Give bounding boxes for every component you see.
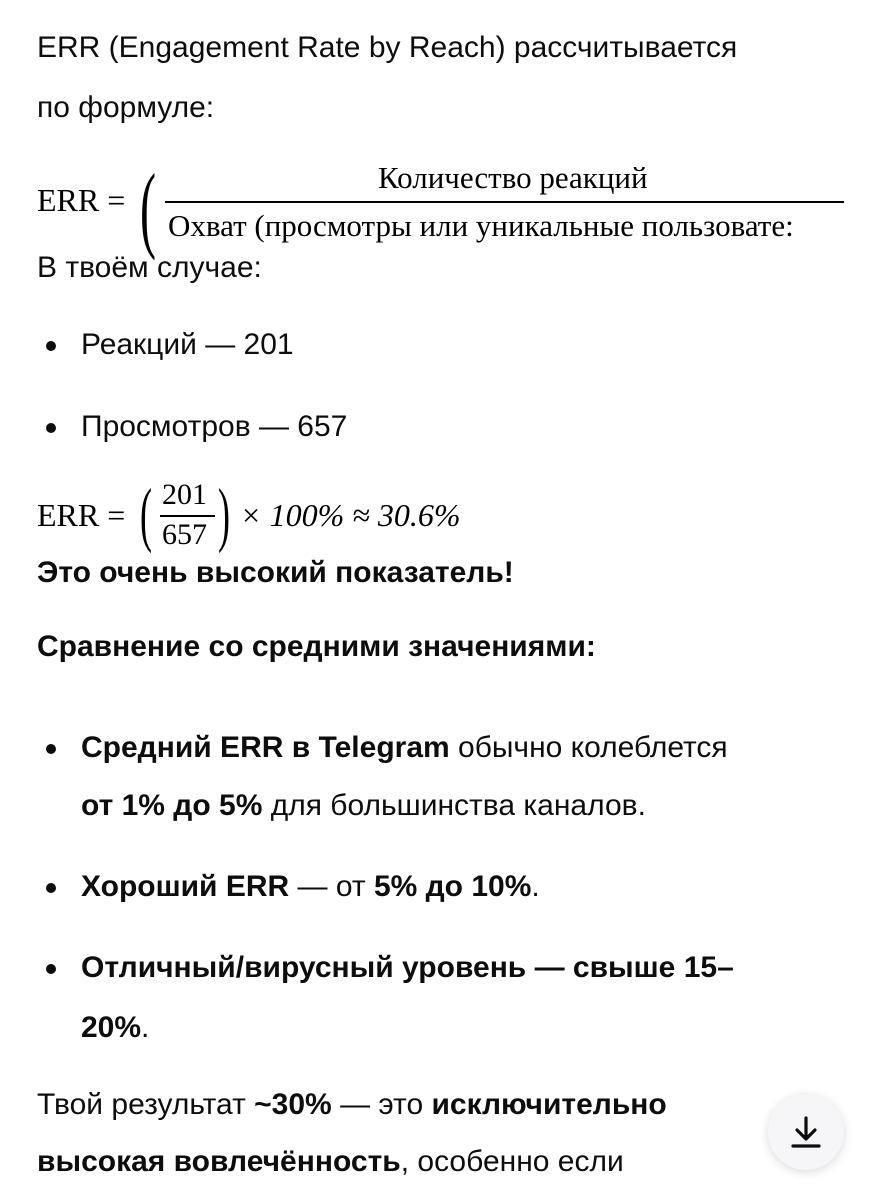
verdict: Это очень высокий показатель!	[37, 556, 514, 589]
formula-lhs: ERR =	[37, 182, 126, 218]
formula-result: × 100% ≈ 30.6%	[240, 497, 461, 533]
formula-denominator: Охват (просмотры или уникальные пользовате:	[168, 208, 794, 243]
list-item-cont: от 1% до 5% для большинства каналов.	[81, 789, 646, 822]
scroll-to-bottom-button[interactable]	[768, 1094, 844, 1170]
list-item: Просмотров — 657	[81, 410, 348, 443]
bullet	[46, 744, 56, 754]
list-item: Хороший ERR — от 5% до 10%.	[81, 870, 540, 903]
fraction-line	[160, 515, 215, 517]
formula-denominator: 657	[162, 518, 207, 551]
result-line-2: высокая вовлечённость, особенно если	[37, 1145, 624, 1178]
paren: (	[140, 154, 156, 261]
list-item: Реакций — 201	[81, 328, 294, 361]
list-item: Средний ERR в Telegram обычно колеблется	[81, 731, 728, 764]
bullet	[46, 883, 56, 893]
formula-lhs: ERR =	[37, 497, 126, 533]
fraction-line	[165, 201, 844, 203]
formula-numerator: Количество реакций	[378, 160, 648, 195]
list-item: Отличный/вирусный уровень — свыше 15–	[81, 951, 734, 984]
bullet	[46, 964, 56, 974]
result-line-1: Твой результат ~30% — это исключительно	[37, 1088, 667, 1121]
formula-numerator: 201	[162, 478, 207, 511]
arrow-down-to-line-icon	[790, 1115, 822, 1149]
intro-line-2: по формуле:	[37, 91, 215, 124]
paren: (	[140, 474, 152, 554]
case-label: В твоём случае:	[37, 251, 262, 284]
intro-line-1: ERR (Engagement Rate by Reach) рассчитывается	[37, 31, 738, 64]
compare-heading: Сравнение со средними значениями:	[37, 630, 596, 663]
list-item-cont: 20%.	[81, 1011, 150, 1044]
bullet	[46, 423, 56, 433]
bullet	[46, 341, 56, 351]
paren: )	[218, 474, 230, 554]
